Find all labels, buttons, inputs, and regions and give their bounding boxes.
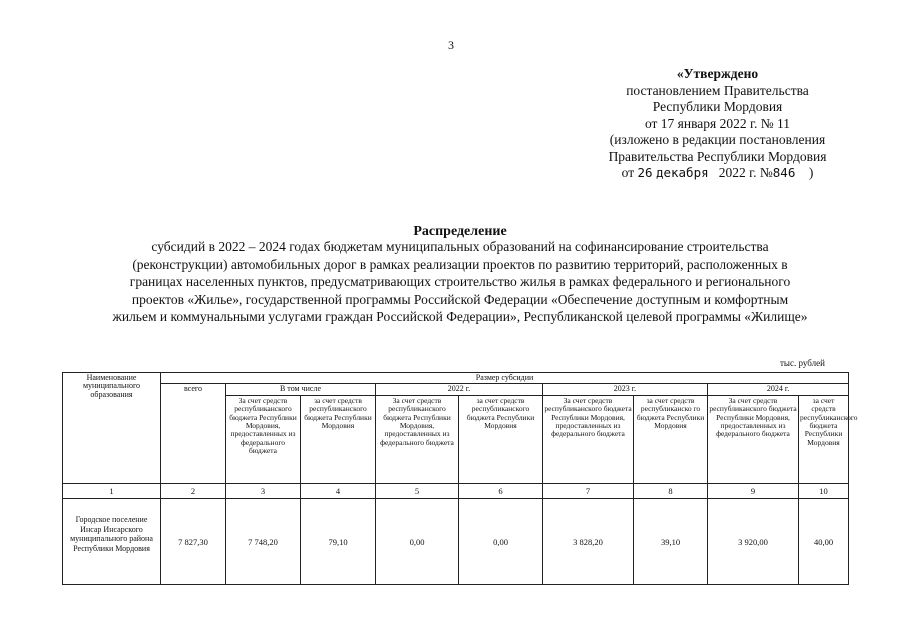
header-row-group: [63, 373, 849, 384]
description-line: границах населенных пунктов, предусматривающих строительство жилья в рамках федерального и регионального: [129, 274, 791, 289]
amendment-prefix: от: [621, 165, 635, 180]
approval-title: «Утверждено: [676, 66, 759, 81]
value-federal: 7 748,20: [226, 499, 301, 585]
value-2024-republic: 40,00: [799, 499, 849, 585]
header-republic-source: за счет средств республиканского бюджета Республики Мордовия: [301, 395, 376, 483]
column-number: 7: [543, 483, 634, 498]
subsidy-table: [62, 372, 858, 585]
column-number: 5: [376, 483, 459, 498]
value-2022-republic: 0,00: [459, 499, 543, 585]
document-description: [40, 238, 880, 326]
header-total: всего: [161, 384, 226, 483]
column-number: 2: [161, 483, 226, 498]
header-republic-source: за счет средств республиканского бюджета Республики Мордовия: [799, 395, 849, 483]
description-line: проектов «Жилье», государственной программы Российской Федерации «Обеспечение доступным и комфортным: [131, 291, 789, 307]
amendment-close: ): [808, 165, 814, 180]
header-federal-source: За счет средств республиканского бюджета Республики Мордовия, предоставленных из федерального бюджета: [226, 395, 301, 483]
header-republic-source: за счет средств республиканско го бюджета Республики Мордовия: [634, 395, 708, 483]
column-number: 1: [63, 483, 161, 498]
column-number: 4: [301, 483, 376, 498]
approval-line: постановлением Правительства: [626, 82, 809, 98]
header-subsidy-size: Размер субсидии: [161, 373, 849, 384]
header-year-2022: 2022 г.: [376, 384, 543, 395]
column-number: 6: [459, 483, 543, 498]
table-row: [63, 499, 849, 585]
document-heading: Распределение: [413, 224, 507, 239]
header-federal-source: За счет средств республиканского бюджета Республики Мордовия, предоставленных из федерального бюджета: [708, 395, 799, 483]
column-number-row: [63, 483, 849, 498]
unit-label: тыс. рублей: [780, 358, 825, 368]
description-line: (реконструкции) автомобильных дорог в рамках реализации проектов по развитию территорий, расположенных в: [132, 256, 788, 272]
approval-line: Правительства Республики Мордовия: [608, 148, 827, 164]
header-row-years: [63, 384, 849, 395]
column-number: 10: [799, 483, 849, 498]
header-including: В том числе: [226, 384, 376, 395]
header-republic-source: за счет средств республиканского бюджета Республики Мордовия: [459, 395, 543, 483]
approval-line: (изложено в редакции постановления: [609, 132, 826, 147]
approval-line: от 17 января 2022 г. № 11: [644, 115, 791, 131]
value-2023-republic: 39,10: [634, 499, 708, 585]
approval-amendment-line: [585, 165, 850, 182]
value-2024-federal: 3 920,00: [708, 499, 799, 585]
header-municipality: Наименование муниципального образования: [63, 373, 161, 484]
amendment-month: декабря: [655, 165, 709, 180]
description-line: субсидий в 2022 – 2024 годах бюджетам муниципальных образований на софинансирование строительства: [151, 239, 769, 254]
value-republic: 79,10: [301, 499, 376, 585]
amendment-day: 26: [637, 165, 653, 180]
header-year-2023: 2023 г.: [543, 384, 708, 395]
description-line: жильем и коммунальными услугами граждан Российской Федерации», Республиканской целевой программы «Жилище»: [112, 309, 808, 324]
approval-line: Республики Мордовия: [652, 99, 783, 114]
value-2022-federal: 0,00: [376, 499, 459, 585]
municipality-name: Городское поселение Инсар Инсарского муниципального района Республики Мордовия: [63, 499, 161, 585]
header-federal-source: За счет средств республиканского бюджета Республики Мордовия, предоставленных из федерального бюджета: [543, 395, 634, 483]
page-number: 3: [448, 38, 454, 52]
column-number: 9: [708, 483, 799, 498]
amendment-number: 846: [772, 165, 796, 180]
amendment-year: 2022 г. №: [718, 165, 773, 180]
column-number: 3: [226, 483, 301, 498]
value-2023-federal: 3 828,20: [543, 499, 634, 585]
value-total: 7 827,30: [161, 499, 226, 585]
column-number: 8: [634, 483, 708, 498]
approval-block: [585, 66, 850, 182]
header-federal-source: За счет средств республиканского бюджета Республики Мордовия, предоставленных из федерального бюджета: [376, 395, 459, 483]
header-year-2024: 2024 г.: [708, 384, 849, 395]
